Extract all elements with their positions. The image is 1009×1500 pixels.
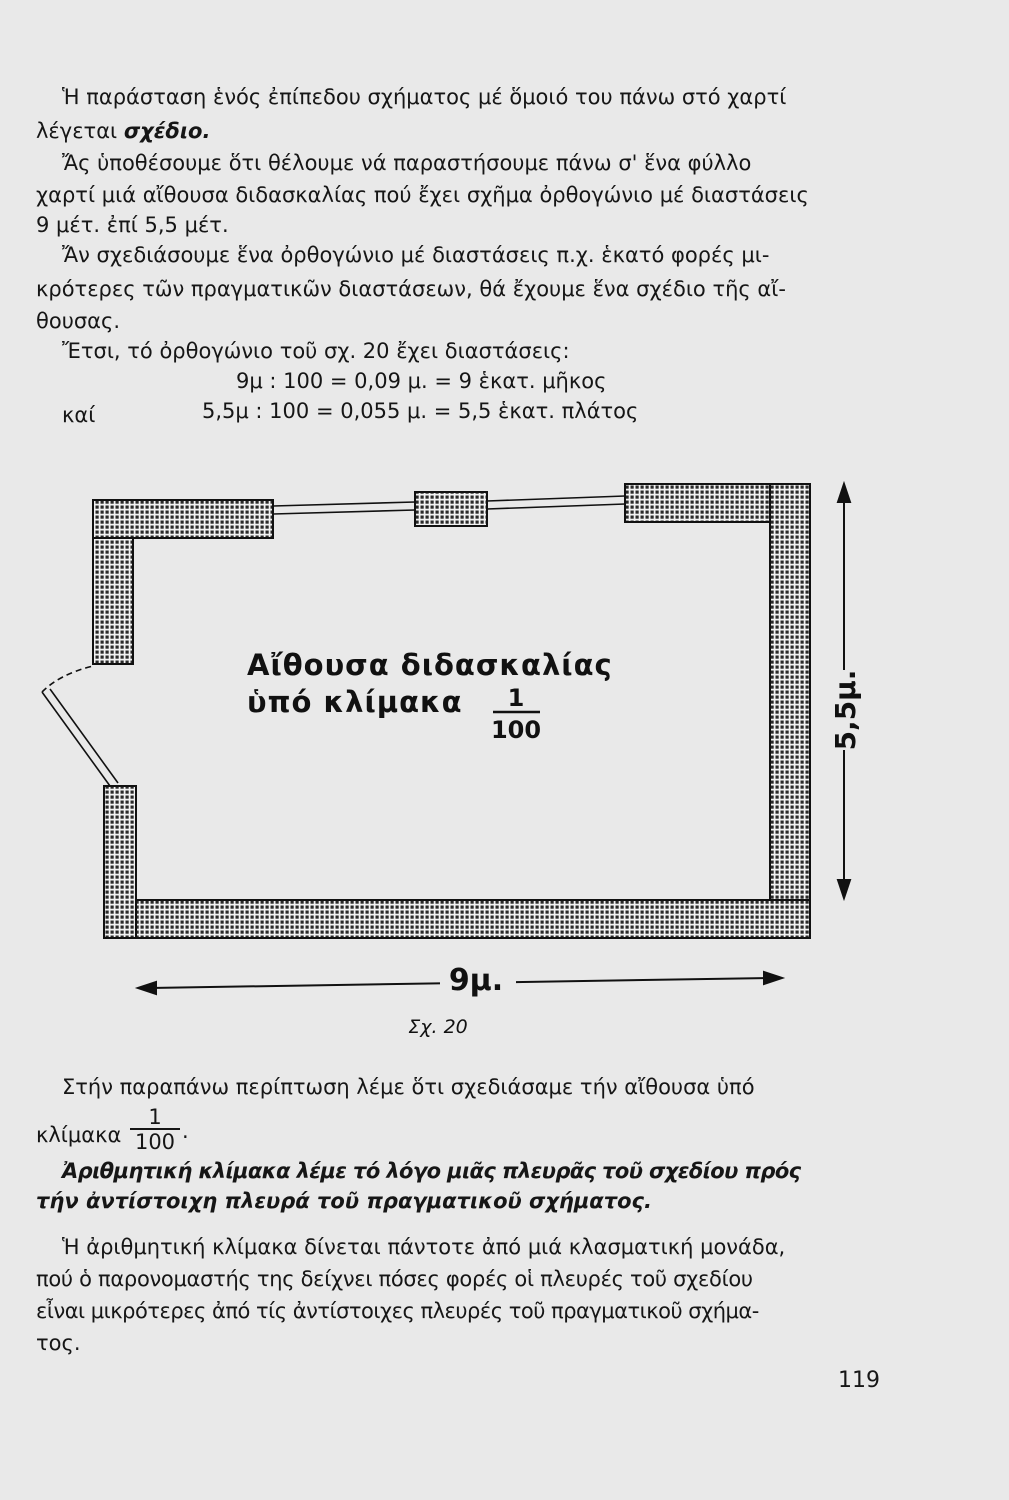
- height-label: 5,5μ.: [829, 669, 862, 751]
- wall-bottom: [104, 900, 810, 938]
- page-number: 119: [838, 1368, 880, 1393]
- text-line: [36, 118, 210, 144]
- wall-top-left: [93, 500, 273, 538]
- window-line: [487, 504, 625, 509]
- text-line: Στήν παραπάνω περίπτωση λέμε ὅτι σχεδιάσαμε τήν αἴθουσα ὑπό: [62, 1075, 755, 1099]
- fraction-denominator: 100: [130, 1128, 180, 1154]
- text-dot: .: [182, 1119, 189, 1143]
- scale-numerator: 1: [507, 684, 525, 712]
- wall-left-lower: [104, 786, 136, 938]
- room-label-line2: ὑπό κλίμακα: [247, 685, 463, 719]
- calc-line-width: 5,5μ : 100 = 0,055 μ. = 5,5 ἑκατ. πλάτος: [202, 399, 639, 423]
- definition-line: τήν ἀντίστοιχη πλευρά τοῦ πραγματικοῦ σχήματος.: [36, 1189, 652, 1213]
- text-line: Ἔτσι, τό ὀρθογώνιο τοῦ σχ. 20 ἔχει διαστάσεις:: [62, 339, 570, 363]
- wall-top-middle: [415, 492, 487, 526]
- door-leaf: [50, 689, 118, 783]
- text-line: κλίμακα: [36, 1123, 122, 1147]
- calc-word-and: καί: [62, 403, 96, 427]
- text-line: τος.: [36, 1331, 81, 1355]
- door-leaf: [42, 692, 110, 786]
- window-line: [273, 510, 415, 514]
- definition-line: Ἀριθμητική κλίμακα λέμε τό λόγο μιᾶς πλευρᾶς τοῦ σχεδίου πρός: [62, 1159, 801, 1183]
- text-line: χαρτί μιά αἴθουσα διδασκαλίας πού ἔχει σχῆμα ὀρθογώνιο μέ διαστάσεις: [36, 183, 809, 207]
- scale-denominator: 100: [490, 716, 542, 744]
- text-line: εἶναι μικρότερες ἀπό τίς ἀντίστοιχες πλευρές τοῦ πραγματικοῦ σχήμα-: [36, 1299, 759, 1323]
- window-line: [273, 502, 415, 506]
- text-line: κρότερες τῶν πραγματικῶν διαστάσεων, θά ἔχουμε ἕνα σχέδιο τῆς αἴ-: [36, 277, 786, 301]
- text-line: Ἡ παράσταση ἑνός ἐπίπεδου σχήματος μέ ὅμοιό του πάνω στό χαρτί: [62, 85, 787, 109]
- text-line: Ἡ ἀριθμητική κλίμακα δίνεται πάντοτε ἀπό μιά κλασματική μονάδα,: [62, 1235, 786, 1259]
- window-line: [487, 496, 625, 501]
- wall-right: [770, 484, 810, 938]
- text-line: πού ὁ παρονομαστής της δείχνει πόσες φορές οἱ πλευρές τοῦ σχεδίου: [36, 1267, 753, 1291]
- text-line: Ἄς ὑποθέσουμε ὅτι θέλουμε νά παραστήσουμε πάνω σ' ἕνα φύλλο: [62, 151, 752, 175]
- width-label: 9μ.: [448, 963, 504, 998]
- width-arrow-left: [138, 982, 156, 994]
- figure-caption: Σχ. 20: [408, 1016, 468, 1038]
- room-label-line1: Αἴθουσα διδασκαλίας: [247, 648, 613, 682]
- scale-fraction: [130, 1106, 180, 1154]
- classroom-figure: [0, 470, 1009, 1040]
- width-arrow-right: [764, 972, 782, 984]
- text-line: θουσας.: [36, 309, 120, 333]
- door-swing-arc: [42, 666, 93, 692]
- text-line: Ἄν σχεδιάσουμε ἕνα ὀρθογώνιο μέ διαστάσεις π.χ. ἑκατό φορές μι-: [62, 243, 770, 267]
- calc-line-length: 9μ : 100 = 0,09 μ. = 9 ἑκατ. μῆκος: [236, 369, 607, 393]
- fraction-numerator: 1: [148, 1105, 162, 1129]
- term-sketch: σχέδιο.: [123, 119, 211, 143]
- text-line: 9 μέτ. ἐπί 5,5 μέτ.: [36, 213, 229, 237]
- height-arrow-bottom: [838, 880, 850, 898]
- text-span: λέγεται: [36, 119, 124, 143]
- height-arrow-top: [838, 484, 850, 502]
